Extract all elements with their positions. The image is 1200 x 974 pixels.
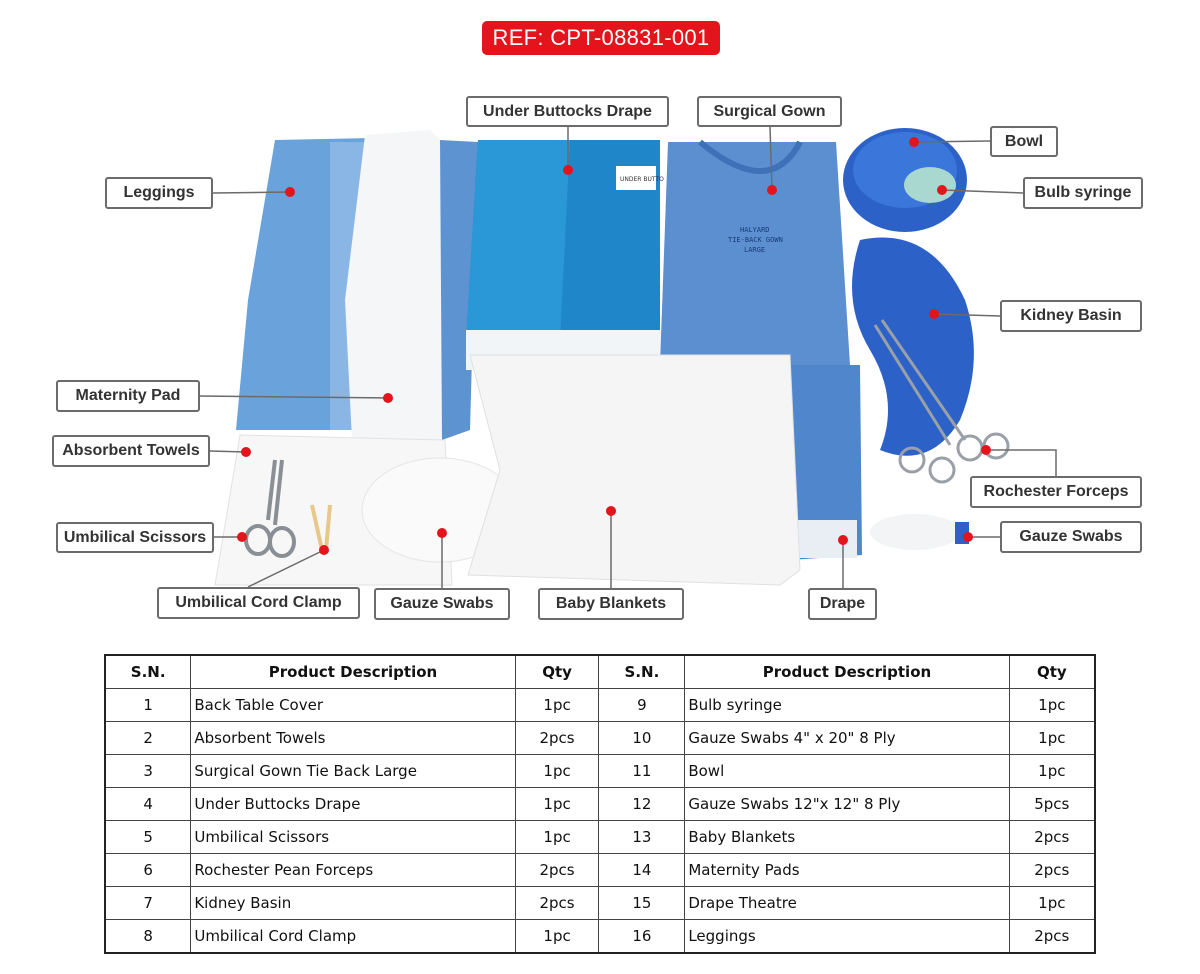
cell-qty: 1pc bbox=[1009, 689, 1095, 722]
cell-qty: 1pc bbox=[1009, 755, 1095, 788]
cell-description: Umbilical Scissors bbox=[191, 821, 515, 854]
gown-print-3: LARGE bbox=[744, 246, 766, 254]
cell-sn: 11 bbox=[599, 755, 685, 788]
cell-sn: 15 bbox=[599, 887, 685, 920]
cell-qty: 1pc bbox=[515, 755, 599, 788]
cell-qty: 2pcs bbox=[515, 722, 599, 755]
cell-qty: 1pc bbox=[1009, 722, 1095, 755]
cell-description: Gauze Swabs 4" x 20" 8 Ply bbox=[685, 722, 1009, 755]
table-header-row bbox=[105, 655, 1095, 689]
callout-absorbent-towels: Absorbent Towels bbox=[52, 435, 210, 467]
cell-sn: 1 bbox=[105, 689, 191, 722]
header-description-right: Product Description bbox=[685, 655, 1009, 689]
callout-leggings: Leggings bbox=[105, 177, 213, 209]
cell-qty: 1pc bbox=[1009, 887, 1095, 920]
cell-sn: 13 bbox=[599, 821, 685, 854]
callout-drape: Drape bbox=[808, 588, 877, 620]
cell-sn: 14 bbox=[599, 854, 685, 887]
header-sn-right: S.N. bbox=[599, 655, 685, 689]
cell-sn: 8 bbox=[105, 920, 191, 954]
gown-print-2: TIE-BACK GOWN bbox=[728, 236, 783, 244]
table-row bbox=[105, 920, 1095, 954]
gauze-roll-item bbox=[870, 514, 960, 550]
header-qty-left: Qty bbox=[515, 655, 599, 689]
table-row bbox=[105, 788, 1095, 821]
callout-umbilical-scissors: Umbilical Scissors bbox=[56, 522, 214, 553]
cell-sn: 9 bbox=[599, 689, 685, 722]
callout-gauze-swabs-right: Gauze Swabs bbox=[1000, 521, 1142, 553]
header-description-left: Product Description bbox=[191, 655, 515, 689]
cell-sn: 12 bbox=[599, 788, 685, 821]
cell-qty: 1pc bbox=[515, 920, 599, 954]
cell-description: Leggings bbox=[685, 920, 1009, 954]
bulb-syringe-item bbox=[904, 167, 956, 203]
cell-qty: 2pcs bbox=[1009, 854, 1095, 887]
table-row bbox=[105, 821, 1095, 854]
gown-print-1: HALYARD bbox=[740, 226, 770, 234]
callout-bulb-syringe: Bulb syringe bbox=[1023, 177, 1143, 209]
cell-description: Absorbent Towels bbox=[191, 722, 515, 755]
cell-qty: 2pcs bbox=[515, 887, 599, 920]
cell-qty: 2pcs bbox=[515, 854, 599, 887]
cell-qty: 2pcs bbox=[1009, 920, 1095, 954]
cell-description: Kidney Basin bbox=[191, 887, 515, 920]
cell-description: Bulb syringe bbox=[685, 689, 1009, 722]
cell-description: Baby Blankets bbox=[685, 821, 1009, 854]
product-table bbox=[104, 654, 1096, 954]
cell-sn: 7 bbox=[105, 887, 191, 920]
table-row bbox=[105, 689, 1095, 722]
cell-description: Umbilical Cord Clamp bbox=[191, 920, 515, 954]
cell-description: Gauze Swabs 12"x 12" 8 Ply bbox=[685, 788, 1009, 821]
callout-umbilical-cord-clamp: Umbilical Cord Clamp bbox=[157, 587, 360, 619]
cell-description: Surgical Gown Tie Back Large bbox=[191, 755, 515, 788]
cell-description: Maternity Pads bbox=[685, 854, 1009, 887]
header-sn-left: S.N. bbox=[105, 655, 191, 689]
callout-maternity-pad: Maternity Pad bbox=[56, 380, 200, 412]
cell-sn: 4 bbox=[105, 788, 191, 821]
kidney-basin-item bbox=[852, 238, 974, 456]
ref-badge: REF: CPT-08831-001 bbox=[482, 21, 720, 55]
cell-qty: 1pc bbox=[515, 788, 599, 821]
cell-description: Drape Theatre bbox=[685, 887, 1009, 920]
cell-sn: 10 bbox=[599, 722, 685, 755]
cell-qty: 5pcs bbox=[1009, 788, 1095, 821]
drape-tab-label: UNDER BUTTO bbox=[620, 176, 664, 183]
baby-blankets-item bbox=[468, 355, 800, 585]
callout-under-buttocks-drape: Under Buttocks Drape bbox=[466, 96, 669, 127]
cell-sn: 3 bbox=[105, 755, 191, 788]
callout-surgical-gown: Surgical Gown bbox=[697, 96, 842, 127]
cell-description: Rochester Pean Forceps bbox=[191, 854, 515, 887]
header-qty-right: Qty bbox=[1009, 655, 1095, 689]
cell-qty: 1pc bbox=[515, 689, 599, 722]
cell-description: Bowl bbox=[685, 755, 1009, 788]
table-row bbox=[105, 887, 1095, 920]
callout-rochester-forceps: Rochester Forceps bbox=[970, 476, 1142, 508]
cell-sn: 5 bbox=[105, 821, 191, 854]
cell-description: Under Buttocks Drape bbox=[191, 788, 515, 821]
cell-qty: 2pcs bbox=[1009, 821, 1095, 854]
cell-sn: 2 bbox=[105, 722, 191, 755]
callout-baby-blankets: Baby Blankets bbox=[538, 588, 684, 620]
callout-kidney-basin: Kidney Basin bbox=[1000, 300, 1142, 332]
table-row bbox=[105, 854, 1095, 887]
callout-bowl: Bowl bbox=[990, 126, 1058, 157]
cell-sn: 6 bbox=[105, 854, 191, 887]
table-row bbox=[105, 755, 1095, 788]
cell-description: Back Table Cover bbox=[191, 689, 515, 722]
table-row bbox=[105, 722, 1095, 755]
cell-sn: 16 bbox=[599, 920, 685, 954]
cell-qty: 1pc bbox=[515, 821, 599, 854]
callout-gauze-swabs-bottom: Gauze Swabs bbox=[374, 588, 510, 620]
